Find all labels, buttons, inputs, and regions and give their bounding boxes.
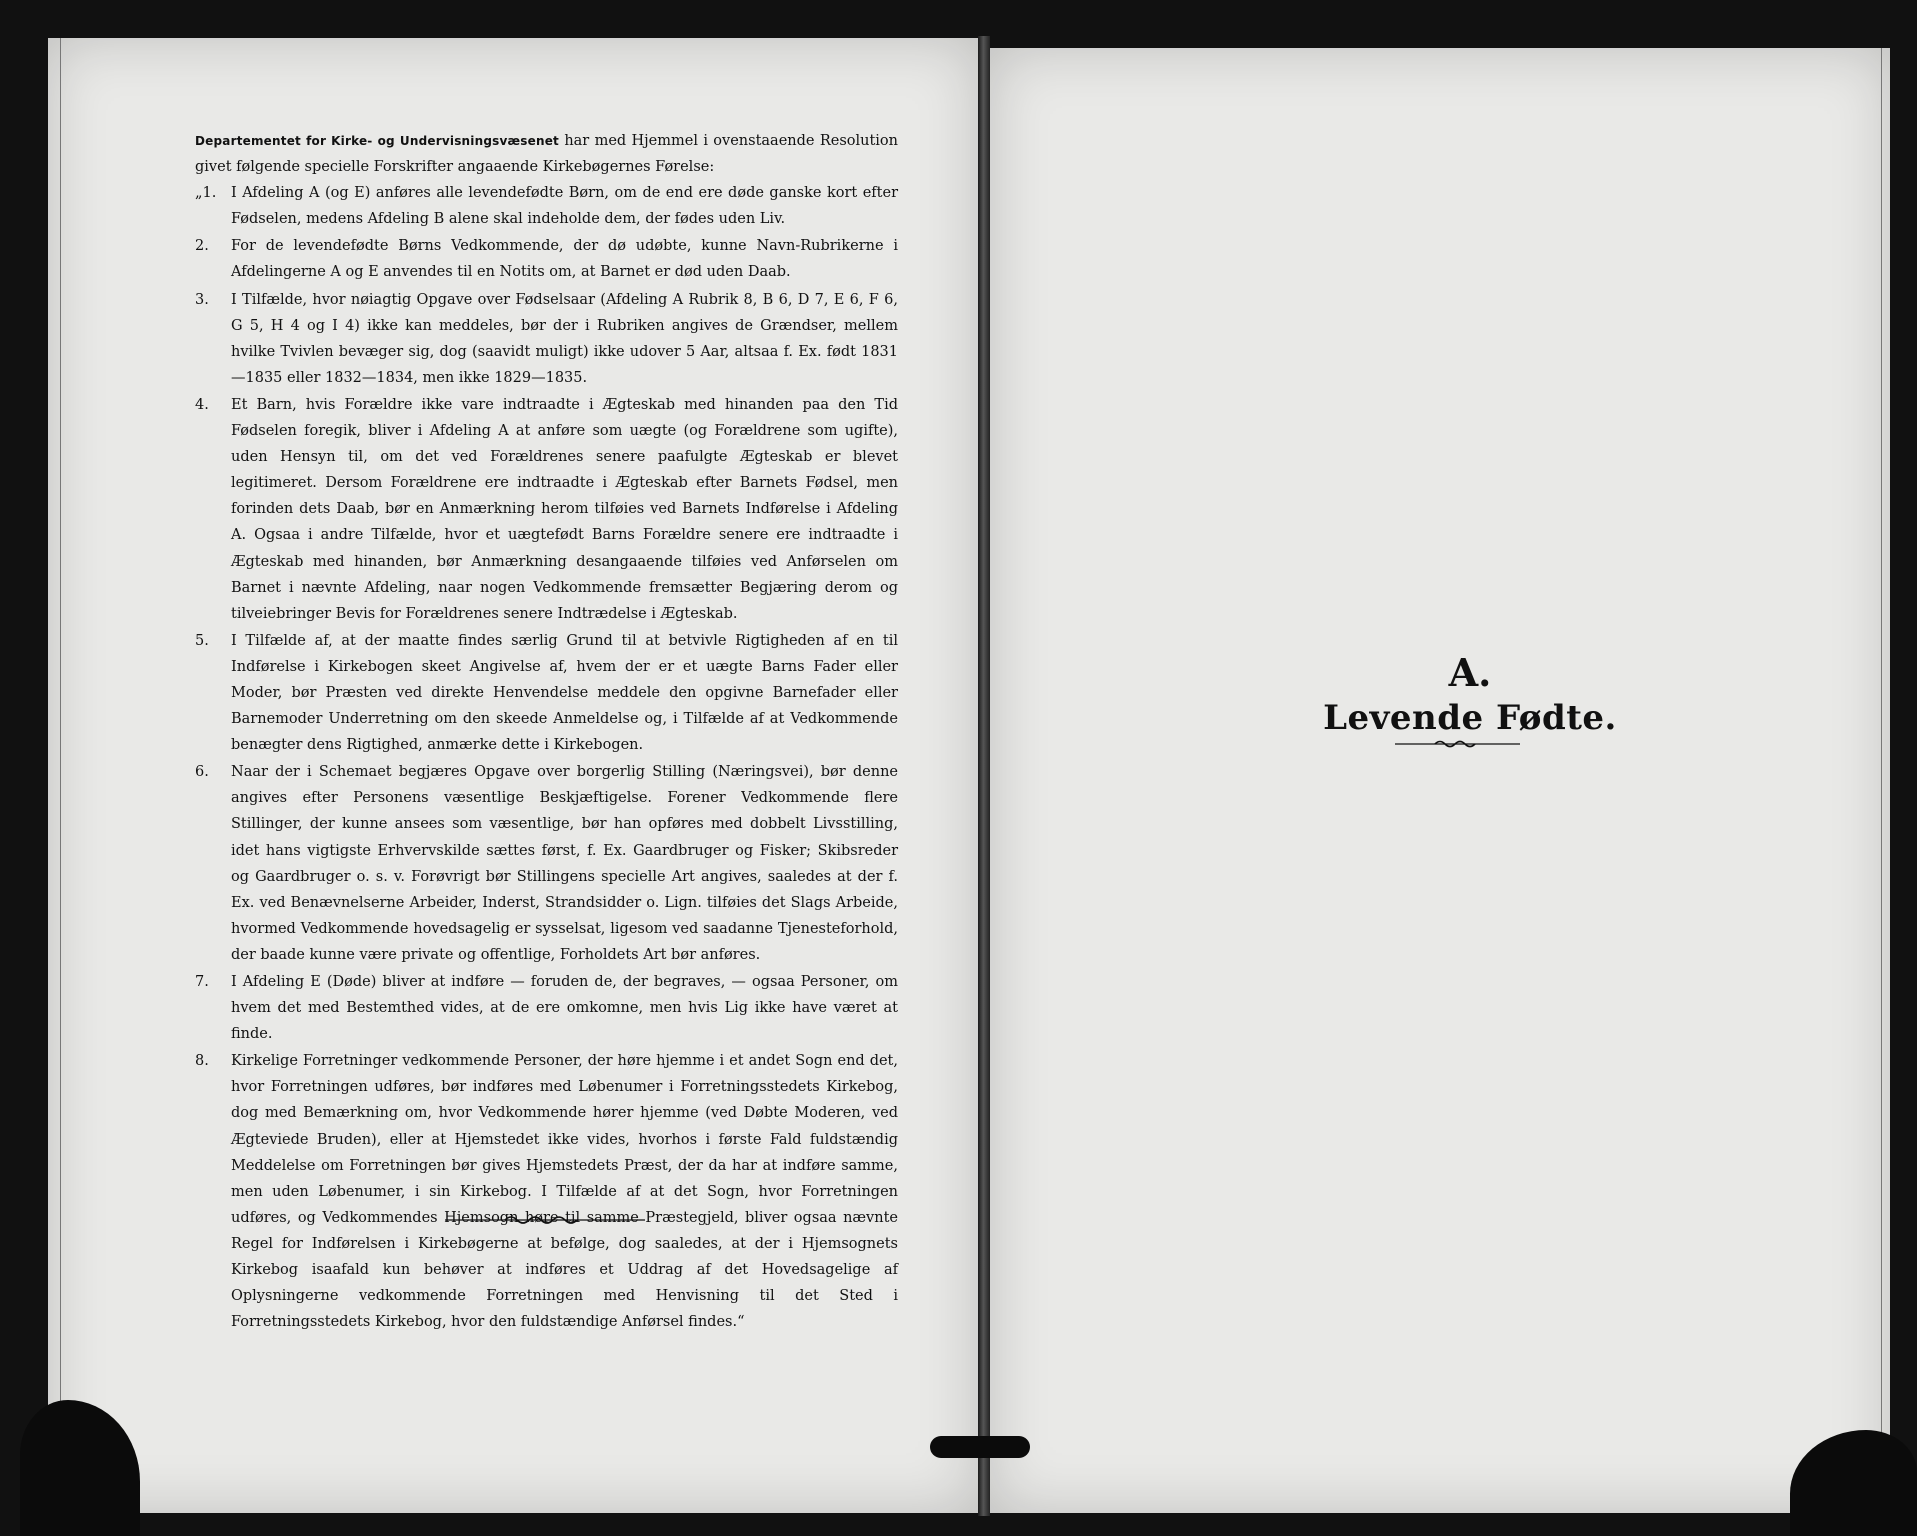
rule-item — [195, 628, 898, 758]
rule-number: 8. — [195, 1053, 209, 1070]
rule-text: For de levendefødte Børns Vedkommende, der dø udøbte, kunne Navn-Rubrikerne i Afdelingerne A og E anvendes til en Notits om, at Barnet er død uden Daab. — [231, 238, 898, 281]
rule-text: I Afdeling A (og E) anføres alle levendefødte Børn, om de end ere døde ganske kort efter Fødselen, medens Afdeling B alene skal indeholde dem, der fødes uden Liv. — [231, 185, 898, 228]
rule-text: I Tilfælde af, at der maatte findes særlig Grund til at betvivle Rigtigheden af en til Indførelse i Kirkebogen skeet Angivelse af, hvem der er et uægte Barns Fader eller Moder, bør Præsten ved direkte Henvendelse meddele den opgivne Barnefader eller Barnemoder Underretning om den skeede Anmeldelse og, i Tilfælde af at Vedkommende benægter dens Rigtighed, anmærke dette i Kirkebogen. — [231, 632, 898, 754]
rule-number: 6. — [195, 764, 209, 781]
left-page-margin-line — [60, 38, 61, 1513]
rule-text: Kirkelige Forretninger vedkommende Personer, der høre hjemme i et andet Sogn end det, hvor Forretningen udføres, bør indføres med Løbenumer i Forretningsstedets Kirkebog, dog med Bemærkning om, hvor Vedkommende hører hjemme (ved Døbte Moderen, ved Ægteviede Bruden), eller at Hjemstedet ikke vides, hvorhos i første Fald fuldstændig Meddelelse om Forretningen bør gives Hjemstedets Præst, der da har at indføre samme, men uden Løbenumer, i sin Kirkebog. I Tilfælde af at det Sogn, hvor Forretningen udføres, og Vedkommendes Hjemsogn høre til samme Præstegjeld, bliver ogsaa nævnte Regel for Indførelsen i Kirkebøgerne at befølge, dog saaledes, at der i Hjemsognets Kirkebog isaafald kun behøver at indføres et Uddrag af det Hovedsagelige af Oplysningerne vedkommende Forretningen med Henvisning til det Sted i Forretningsstedets Kirkebog, hvor den fuldstændige Anførsel findes.“ — [231, 1053, 898, 1331]
section-letter: A. — [1448, 650, 1492, 695]
rule-text: I Afdeling E (Døde) bliver at indføre — foruden de, der begraves, — ogsaa Personer, om hvem det med Bestemthed vides, at de ere omkomne, men hvis Lig ikke have været at finde. — [231, 974, 898, 1043]
right-page — [990, 48, 1890, 1513]
right-page-ornament — [1395, 737, 1520, 751]
intro-paragraph — [195, 128, 898, 180]
rule-item — [195, 1048, 898, 1335]
left-page-text — [195, 128, 898, 1336]
rule-item — [195, 392, 898, 627]
rule-number: 3. — [195, 291, 209, 308]
rules-list — [195, 180, 898, 1335]
section-title: Levende Fødte. — [1323, 698, 1617, 738]
rule-item — [195, 759, 898, 968]
rule-item — [195, 233, 898, 285]
section-heading — [1300, 650, 1640, 740]
left-page-ornament — [445, 1212, 645, 1228]
rule-number: 2. — [195, 238, 209, 255]
rule-item — [195, 969, 898, 1047]
intro-department: Departementet for Kirke- og Undervisningsvæsenet — [195, 134, 559, 148]
intro-text: har med Hjemmel i ovenstaaende Resolution givet følgende specielle Forskrifter angaaende Kirkebøgernes Førelse: — [195, 133, 898, 176]
rule-item — [195, 287, 898, 391]
rule-number: 7. — [195, 974, 209, 990]
rule-text: I Tilfælde, hvor nøiagtig Opgave over Fødselsaar (Afdeling A Rubrik 8, B 6, D 7, E 6, F 6, G 5, H 4 og I 4) ikke kan meddeles, bør der i Rubriken angives de Grændser, mellem hvilke Tvivlen bevæger sig, dog (saavidt muligt) ikke udover 5 Aar, altsaa f. Ex. født 1831—1835 eller 1832—1834, men ikke 1829—1835. — [231, 291, 898, 386]
rule-number: 5. — [195, 632, 209, 649]
rule-text: Naar der i Schemaet begjæres Opgave over borgerlig Stilling (Næringsvei), bør denne angives efter Personens væsentlige Beskjæftigelse. Forener Vedkommende flere Stillinger, der kunne ansees som væsentlige, bør han opføres med dobbelt Livsstilling, idet hans vigtigste Erhvervskilde sættes først, f. Ex. Gaardbruger og Fisker; Skibsreder og Gaardbruger o. s. v. Forøvrigt bør Stillingens specielle Art angives, saaledes at der f. Ex. ved Benævnelserne Arbeider, Inderst, Strandsidder o. Lign. tilføies det Slags Arbeide, hvormed Vedkommende hovedsagelig er sysselsat, ligesom ved saadanne Tjenesteforhold, der baade kunne være private og offentlige, Forholdets Art bør anføres. — [231, 764, 898, 963]
rule-item — [195, 180, 898, 232]
rule-text: Et Barn, hvis Forældre ikke vare indtraadte i Ægteskab med hinanden paa den Tid Fødselen foregik, bliver i Afdeling A at anføre som uægte (og Forældrene som ugifte), uden Hensyn til, om det ved Forældrenes senere paafulgte Ægteskab er blevet legitimeret. Dersom Forældrene ere indtraadte i Ægteskab efter Barnets Fødsel, men forinden dets Daab, bør en Anmærkning herom tilføies ved Barnets Indførelse i Afdeling A. Ogsaa i andre Tilfælde, hvor et uægtefødt Barns Forældre senere ere indtraadte i Ægteskab med hinanden, bør Anmærkning desangaaende tilføies ved Anførselen om Barnet i nævnte Afdeling, naar nogen Vedkommende fremsætter Begjæring derom og tilveiebringer Bevis for Forældrenes senere Indtrædelse i Ægteskab. — [231, 396, 898, 622]
rule-number: „1. — [195, 185, 217, 202]
binding-clip-center — [930, 1436, 1030, 1458]
rule-number: 4. — [195, 396, 209, 413]
book-gutter — [978, 36, 990, 1516]
right-page-margin-line — [1881, 48, 1882, 1513]
